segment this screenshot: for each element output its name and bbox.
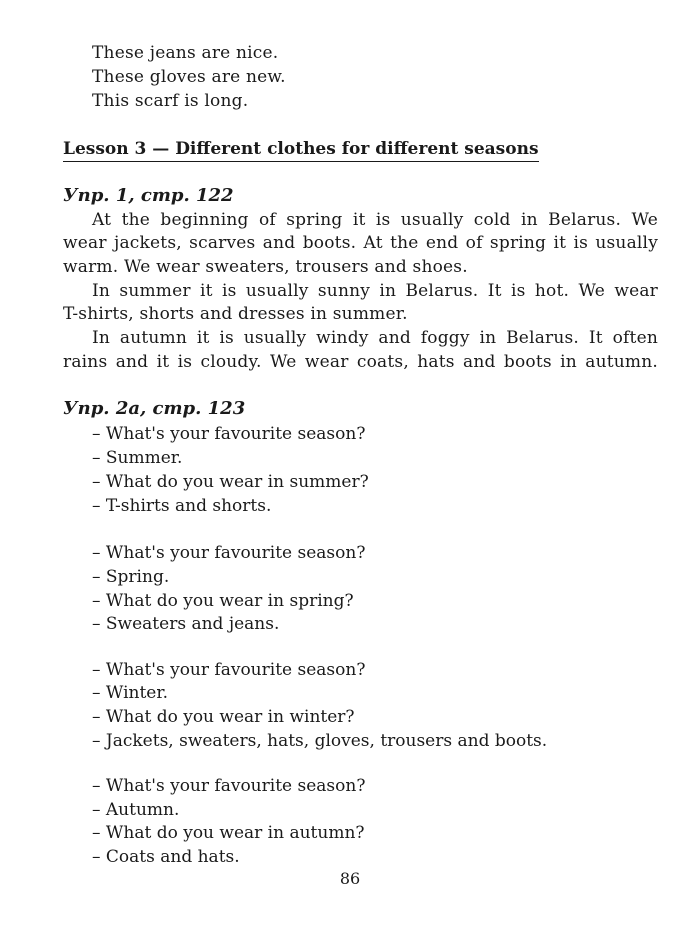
lesson-title: Lesson 3 — Different clothes for different seasons <box>63 138 539 162</box>
dialogue-3-line-4: – Jackets, sweaters, hats, gloves, trousers and boots. <box>92 731 548 751</box>
dialogue-4-line-3: – What do you wear in autumn? <box>92 823 365 843</box>
exercise-2a-heading: Упр. 2a, стр. 123 <box>63 398 246 419</box>
exercise-1-heading: Упр. 1, стр. 122 <box>63 185 234 206</box>
dialogue-1-line-3: – What do you wear in summer? <box>92 472 369 492</box>
exercise-1-p2-line-1: In summer it is usually sunny in Belarus. It is hot. We wear <box>92 281 658 301</box>
dialogue-3-line-2: – Winter. <box>92 683 169 703</box>
intro-line-1: These jeans are nice. <box>92 43 279 63</box>
exercise-1-p1-line-1: At the beginning of spring it is usually cold in Belarus. We <box>92 210 658 230</box>
dialogue-4-line-4: – Coats and hats. <box>92 847 240 867</box>
dialogue-1-line-1: – What's your favourite season? <box>92 424 366 444</box>
dialogue-3-line-3: – What do you wear in winter? <box>92 707 355 727</box>
dialogue-2-line-3: – What do you wear in spring? <box>92 591 354 611</box>
exercise-1-p1-line-2: wear jackets, scarves and boots. At the end of spring it is usually <box>63 233 658 253</box>
dialogue-1-line-4: – T-shirts and shorts. <box>92 496 272 516</box>
exercise-1-p1-line-3: warm. We wear sweaters, trousers and shoes. <box>63 257 468 277</box>
dialogue-4-line-1: – What's your favourite season? <box>92 776 366 796</box>
dialogue-3-line-1: – What's your favourite season? <box>92 660 366 680</box>
dialogue-2-line-4: – Sweaters and jeans. <box>92 614 280 634</box>
exercise-1-p3-line-1: In autumn it is usually windy and foggy in Belarus. It often <box>92 328 658 348</box>
exercise-1-p3-line-2: rains and it is cloudy. We wear coats, hats and boots in autumn. <box>63 352 658 372</box>
exercise-1-p2-line-2: T-shirts, shorts and dresses in summer. <box>63 304 408 324</box>
intro-line-2: These gloves are new. <box>92 67 286 87</box>
dialogue-1-line-2: – Summer. <box>92 448 183 468</box>
dialogue-2-line-1: – What's your favourite season? <box>92 543 366 563</box>
dialogue-2-line-2: – Spring. <box>92 567 170 587</box>
page-number: 86 <box>339 869 361 888</box>
dialogue-4-line-2: – Autumn. <box>92 800 180 820</box>
intro-line-3: This scarf is long. <box>92 91 249 111</box>
